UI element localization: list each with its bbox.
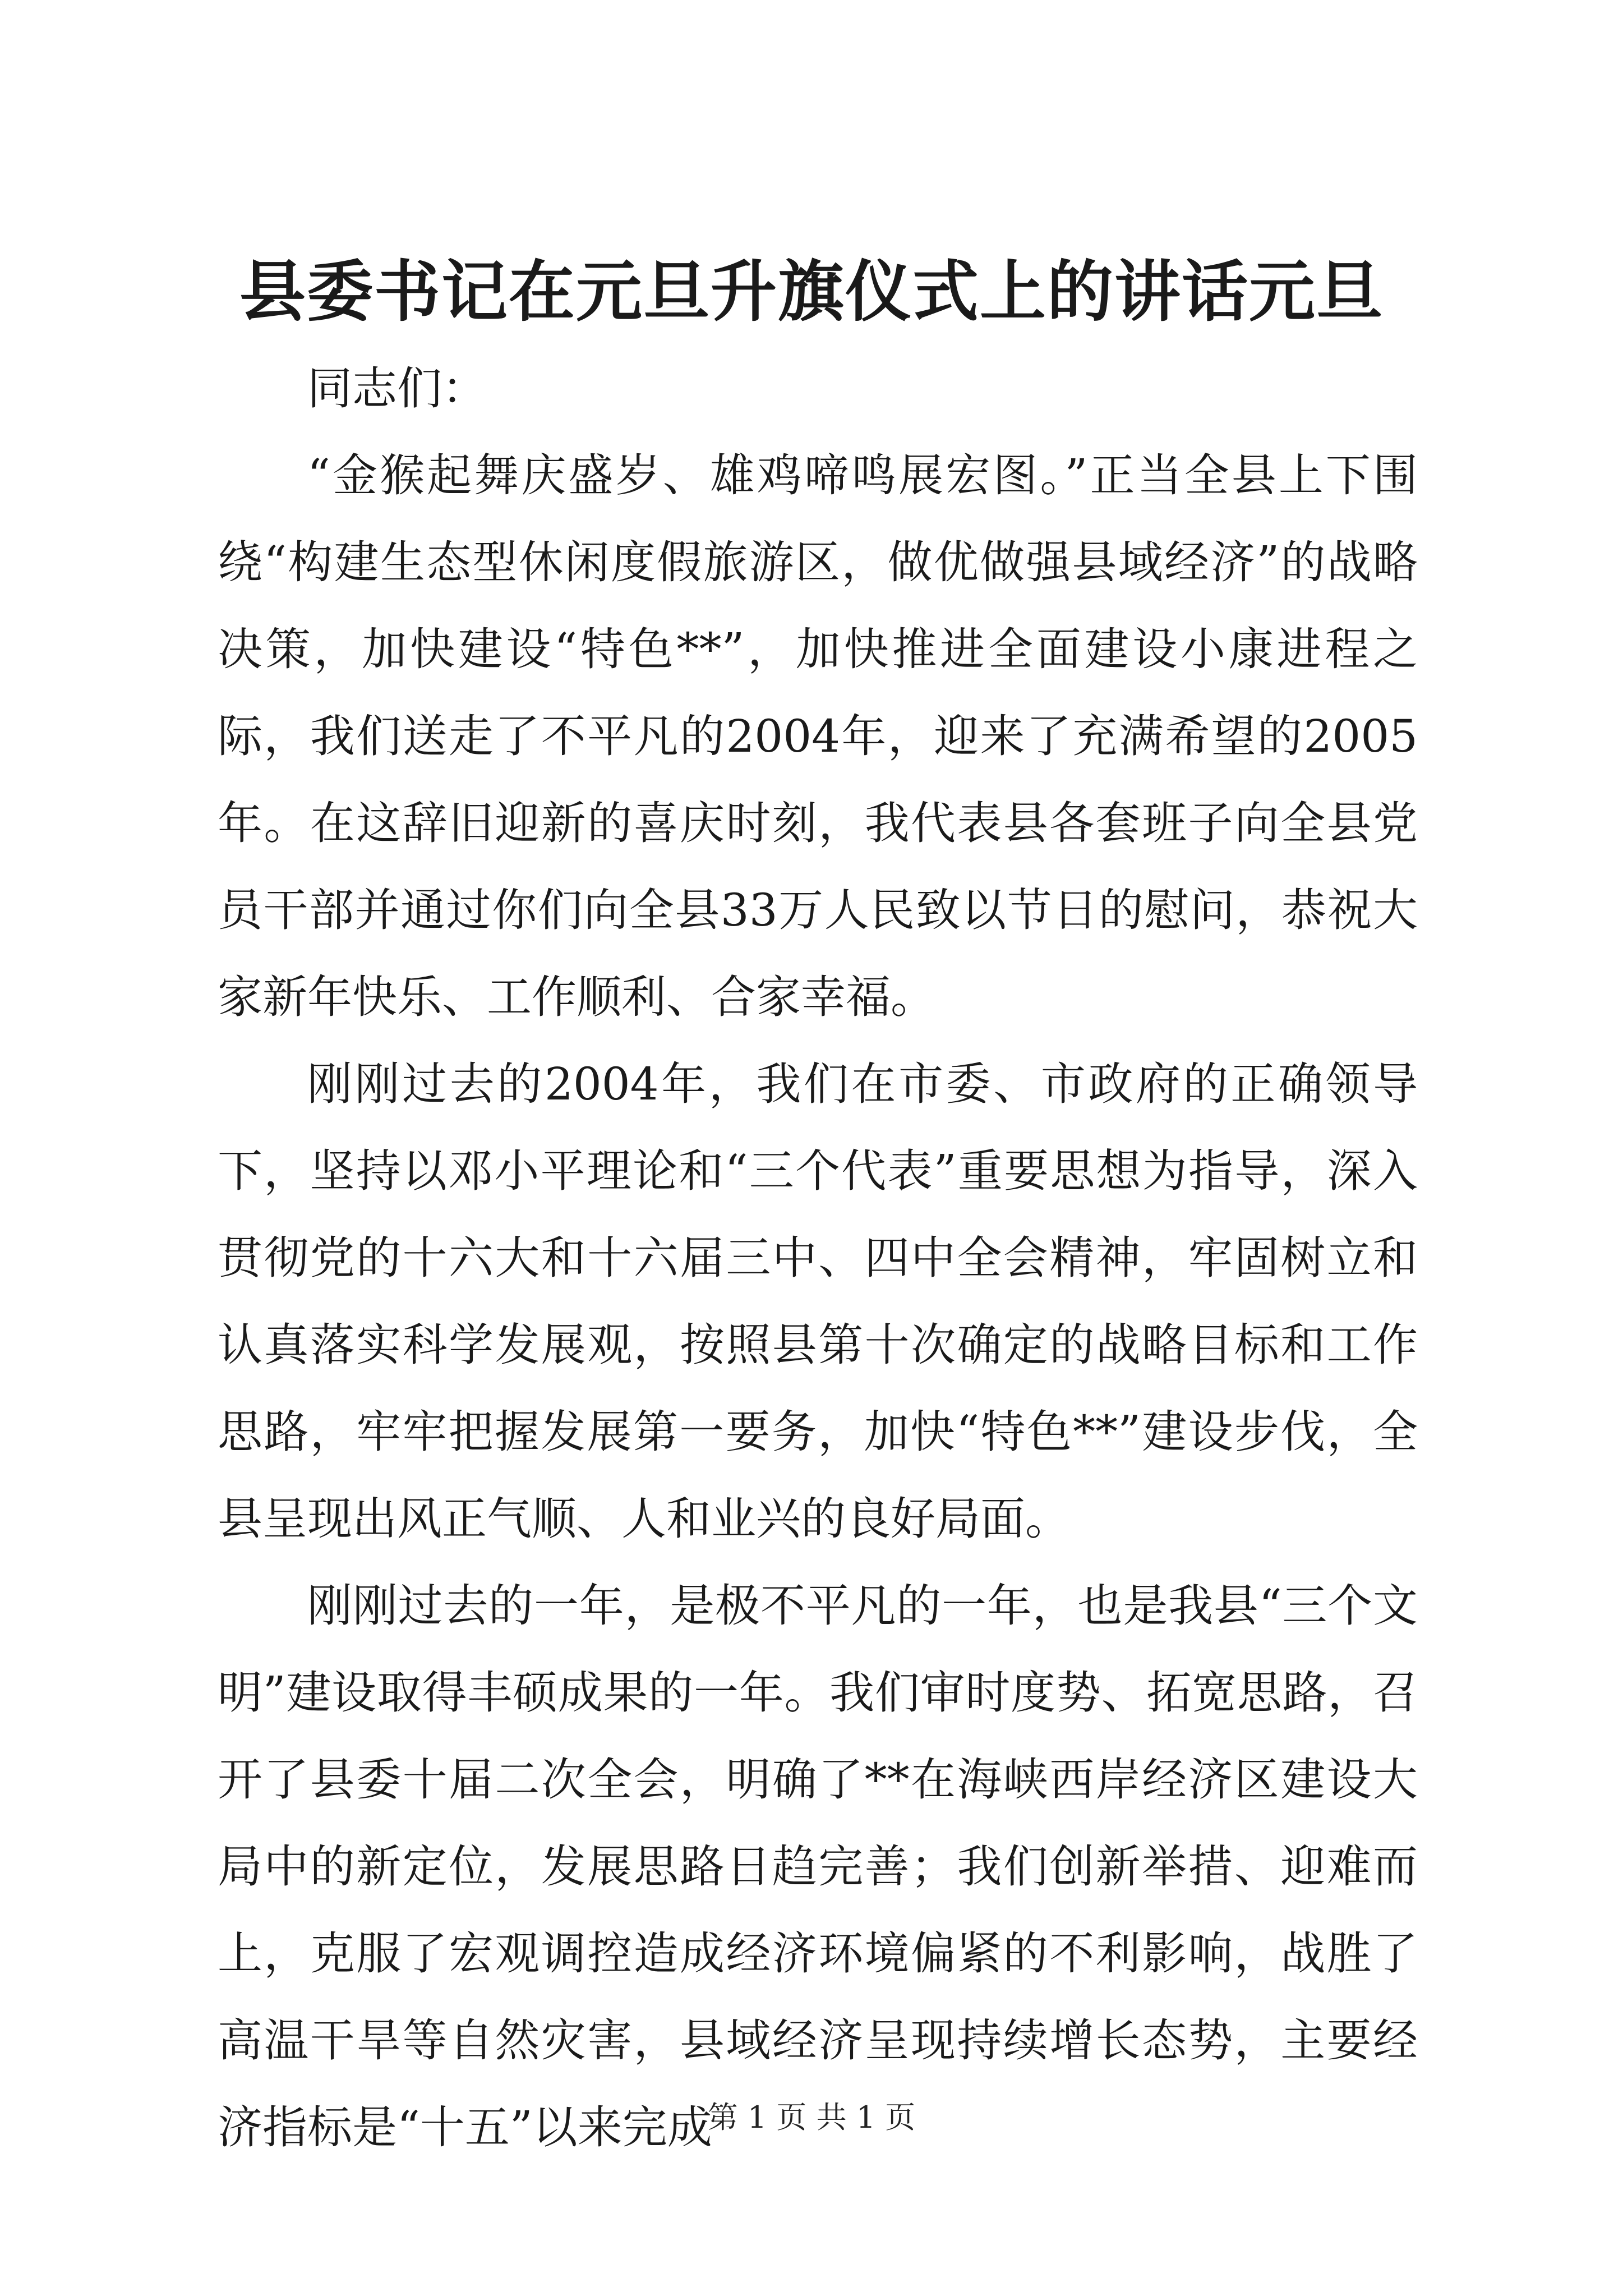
- salutation: 同志们：: [307, 362, 487, 415]
- page-number-footer: 第 1 页 共 1 页: [707, 2100, 916, 2135]
- document-body: [218, 345, 1418, 2171]
- paragraph-3: 刚刚过去的一年，是极不平凡的一年，也是我县“三个文明”建设取得丰硕成果的一年。我们审时度势、拓宽思路，召开了县委十届二次全会，明确了**在海峡西岸经济区建设大局中的新定位，发展思路日趋完善；我们创新举措、迎难而上，克服了宏观调控造成经济环境偏紧的不利影响，战胜了高温干旱等自然灾害，县域经济呈现持续增长态势，主要经济指标是“十五”以来完成: [218, 1580, 1418, 2154]
- paragraph-2: 刚刚过去的2004年，我们在市委、市政府的正确领导下，坚持以邓小平理论和“三个代表”重要思想为指导，深入贯彻党的十六大和十六届三中、四中全会精神，牢固树立和认真落实科学发展观，按照县第十次确定的战略目标和工作思路，牢牢把握发展第一要务，加快“特色**”建设步伐，全县呈现出风正气顺、人和业兴的良好局面。: [218, 1058, 1418, 1545]
- document-title: 县委书记在元旦升旗仪式上的讲话元旦: [239, 252, 1384, 330]
- paragraph-1: “金猴起舞庆盛岁、雄鸡啼鸣展宏图。”正当全县上下围绕“构建生态型休闲度假旅游区，做优做强县域经济”的战略决策，加快建设“特色**”，加快推进全面建设小康进程之际，我们送走了不平凡的2004年，迎来了充满希望的2005年。在这辞旧迎新的喜庆时刻，我代表县各套班子向全县党员干部并通过你们向全县33万人民致以节日的慰问，恭祝大家新年快乐、工作顺利、合家幸福。: [218, 449, 1418, 1023]
